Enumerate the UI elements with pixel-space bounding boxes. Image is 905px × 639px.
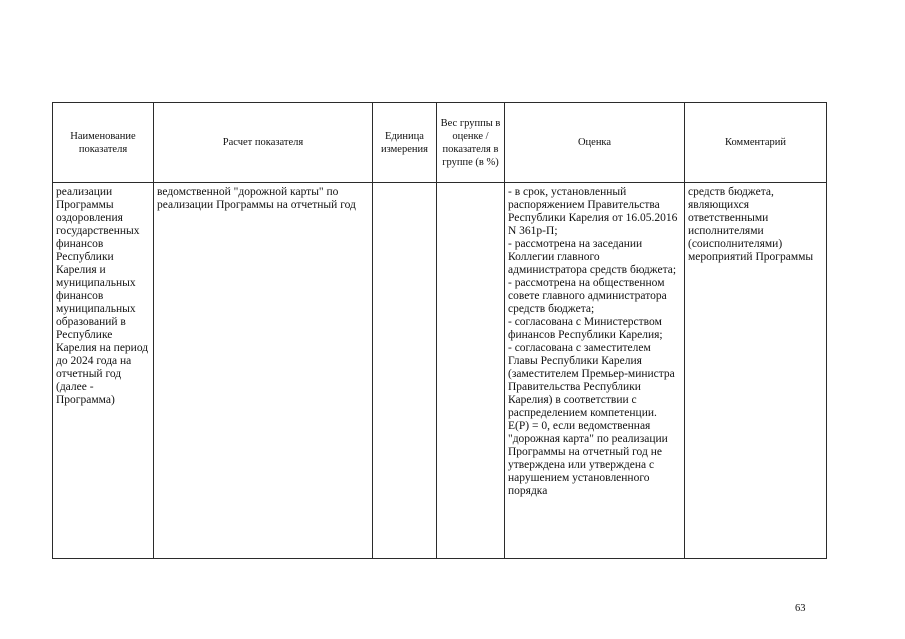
evaluation-line: - в срок, установленный распоряжением Правительства Республики Карелия от 16.05.2016 N 361р-П;: [508, 186, 678, 237]
evaluation-line: - согласована с Министерством финансов Республики Карелия;: [508, 316, 663, 341]
cell-weight: [437, 183, 505, 559]
header-evaluation: Оценка: [505, 103, 685, 183]
evaluation-line: E(P) = 0, если ведомственная "дорожная карта" по реализации Программы на отчетный год не утверждена или утверждена с нарушением установленного порядка: [508, 420, 668, 497]
cell-comment: средств бюджета, являющихся ответственными исполнителями (соисполнителями) мероприятий Программы: [685, 183, 827, 559]
header-comment: Комментарий: [685, 103, 827, 183]
cell-indicator-name: реализации Программы оздоровления государственных финансов Республики Карелия и муниципальных финансов муниципальных образований в Республике Карелия на период до 2024 года на отчетный год (далее - Программа): [53, 183, 154, 559]
header-indicator-name: Наименование показателя: [53, 103, 154, 183]
header-weight: Вес группы в оценке / показателя в группе (в %): [437, 103, 505, 183]
page-number: 63: [795, 603, 806, 614]
indicator-table: [52, 102, 827, 559]
cell-evaluation: [505, 183, 685, 559]
header-calculation: Расчет показателя: [154, 103, 373, 183]
evaluation-line: - согласована с заместителем Главы Республики Карелия (заместителем Премьер-министра Правительства Республики Карелия) в соответствии с распределением компетенции.: [508, 342, 675, 419]
cell-unit: [373, 183, 437, 559]
evaluation-line: - рассмотрена на общественном совете главного администратора средств бюджета;: [508, 277, 667, 315]
header-unit: Единица измерения: [373, 103, 437, 183]
table-row: [53, 183, 827, 559]
evaluation-line: - рассмотрена на заседании Коллегии главного администратора средств бюджета;: [508, 238, 677, 276]
cell-calculation: ведомственной "дорожной карты" по реализации Программы на отчетный год: [154, 183, 373, 559]
table-header-row: [53, 103, 827, 183]
